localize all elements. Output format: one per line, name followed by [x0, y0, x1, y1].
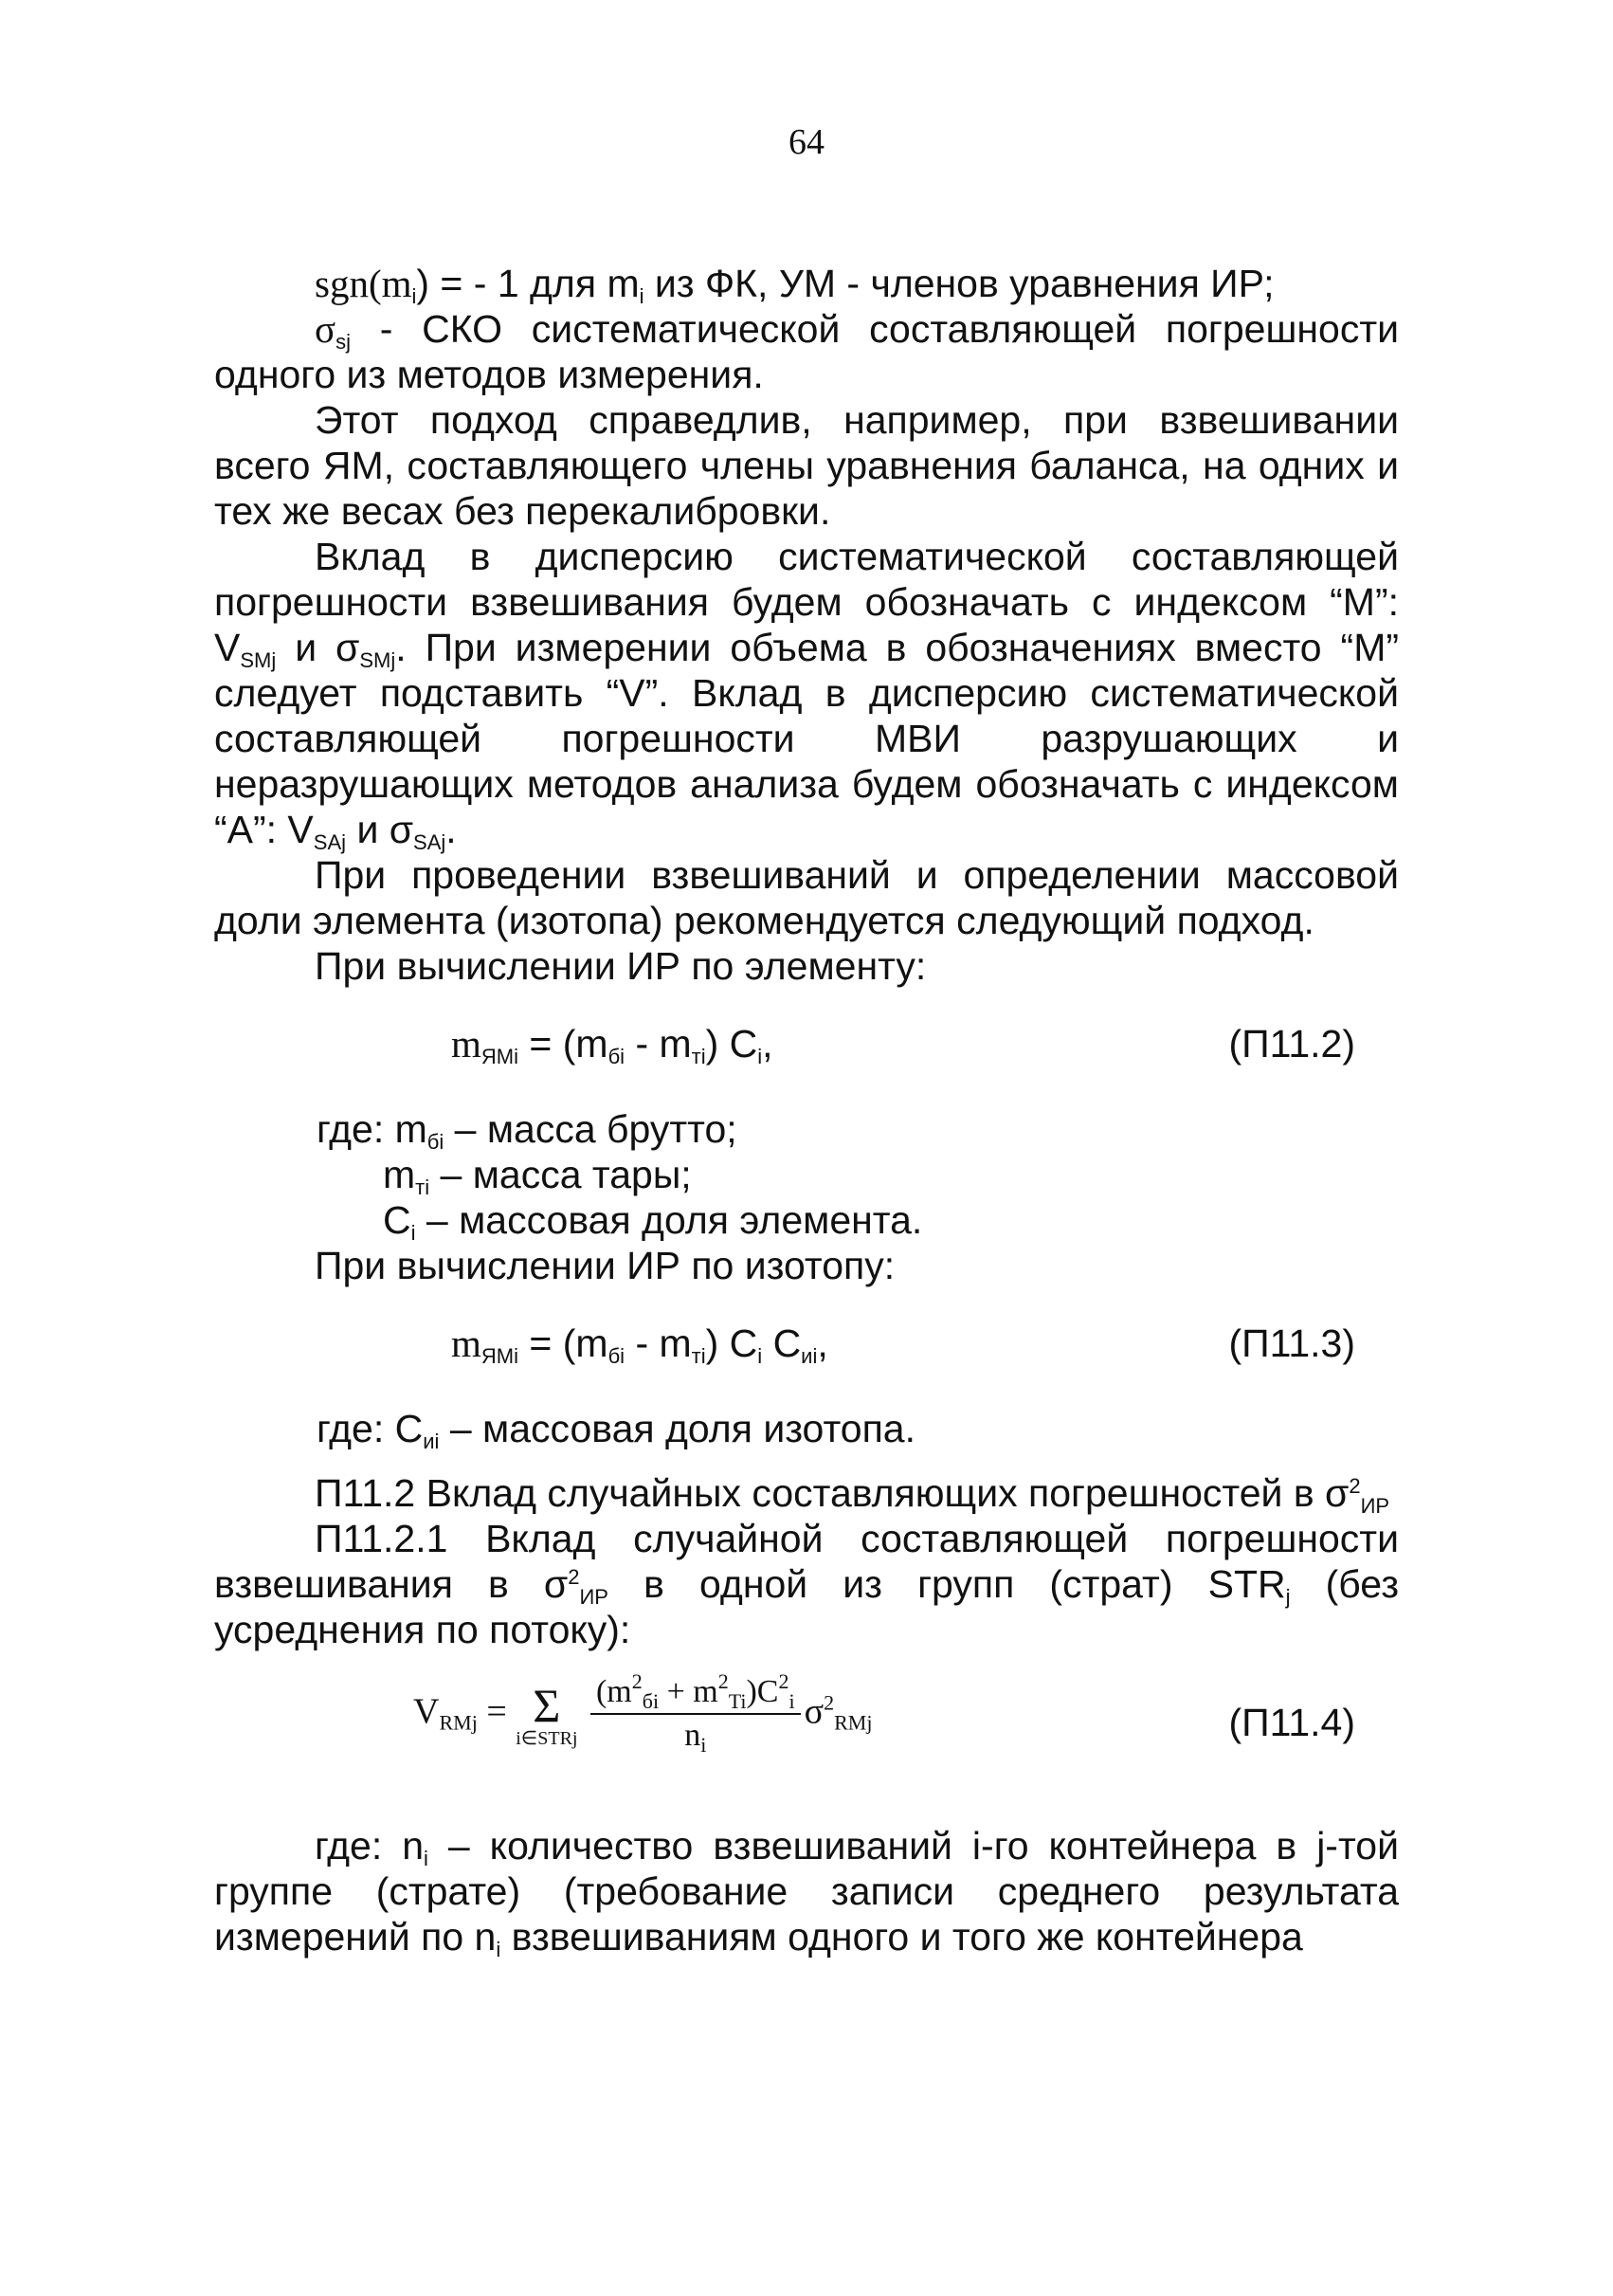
- paragraph-approach: Этот подход справедлив, например, при взвешивании всего ЯМ, составляющего члены уравнения баланса, на одних и тех же весах без перекалибровки.: [214, 398, 1399, 533]
- definition-mass-fraction: $C_i$ – массовая доля элемента.: [383, 1198, 923, 1245]
- paragraph-element: При вычислении ИР по элементу:: [315, 944, 927, 988]
- paragraph-sgn: $sgn(m_i)$ = - 1 для $m_i$ из ФК, УМ - членов уравнения ИР;: [315, 262, 1275, 308]
- fraction: $\frac{(m^2_{бi} + m^2_{Ti})C^2_i}{n_i}$: [590, 1673, 801, 1757]
- paragraph-ni: где: $n_i$ – количество взвешиваний i-го контейнера в j-той группе (страте) (требование записи среднего результата измерений по $n_i$ взвешиваниям одного и того же контейнера: [214, 1824, 1399, 1961]
- definition-gross: где: $m_{бi}$ – масса брутто;: [317, 1107, 737, 1154]
- equation-p11-2: $m_{ЯМi} = (m_{бi} - m_{тi})$ $C_i$, (П11.2): [451, 1022, 1355, 1068]
- page-number: 64: [788, 122, 825, 162]
- paragraph-weighing: При проведении взвешиваний и определении массовой доли элемента (изотопа) рекомендуется следующий подход.: [214, 853, 1399, 942]
- equation-number: (П11.2): [1228, 1022, 1355, 1066]
- paragraph-p11-2-1: П11.2.1 Вклад случайной составляющей погрешности взвешивания в $\sigma^2_{ИР}$ в одной из групп (страт) $STR_j$ (без усреднения по потоку):: [214, 1517, 1399, 1651]
- page-body: [214, 261, 1399, 1959]
- equation-p11-4: $V_{RMj}$ = Σ i∈STRj $\frac{(m^2_{бi} + m^2_{Ti})C^2_i}{n_i}$ $\sigma^2_{RMj}$ (П11.4): [413, 1669, 1355, 1757]
- equation-number: (П11.4): [1228, 1701, 1355, 1744]
- paragraph-isotope: При вычислении ИР по изотопу:: [315, 1244, 896, 1287]
- equation-p11-3: $m_{ЯМi} = (m_{бi} - m_{тi})$ $C_i$ $C_{иi}$, (П11.3): [451, 1321, 1355, 1368]
- definitions-element: [317, 1106, 1399, 1243]
- sum-symbol: Σ i∈STRj: [516, 1679, 578, 1749]
- paragraph-sko: $\sigma_{sj}$ - СКО систематической составляющей погрешности одного из методов измерения.: [214, 307, 1399, 396]
- equation-number: (П11.3): [1228, 1321, 1355, 1365]
- definition-isotope-fraction: где: $C_{иi}$ – массовая доля изотопа.: [317, 1407, 915, 1453]
- paragraph-contribution: Вклад в дисперсию систематической составляющей погрешности взвешивания будем обозначать с индексом “M”: $V_{SMj}$ и $\sigma_{SMj}$. При измерении объема в обозначениях вместо “М” следует подставить “V”. Вклад в дисперсию систематической составляющей погрешности МВИ разрушающих и неразрушающих методов анализа будем обозначать с индексом “A”: $V_{SAj}$ и $\sigma_{SAj}$.: [214, 535, 1399, 854]
- section-heading-p11-2: П11.2 Вклад случайных составляющих погрешностей в $\sigma^2_{ИР}$: [315, 1471, 1390, 1518]
- definition-tare: $m_{тi}$ – масса тары;: [383, 1153, 692, 1199]
